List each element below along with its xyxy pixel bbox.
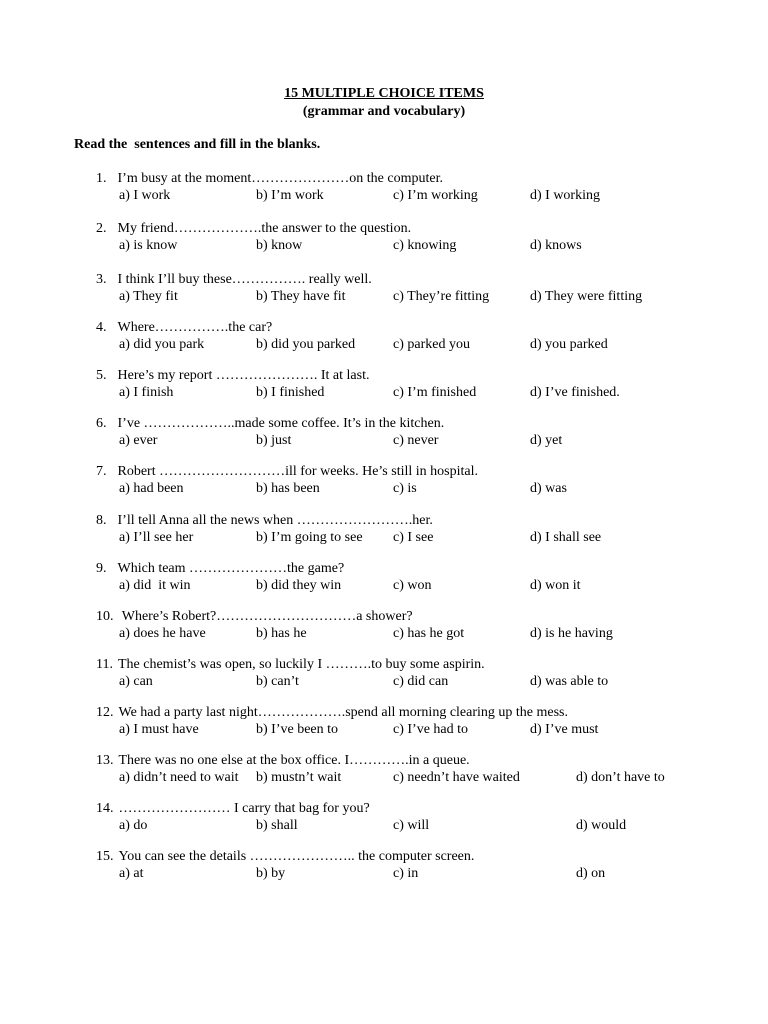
question-line [96, 463, 478, 481]
question-line [96, 271, 372, 289]
option-b: b) mustn’t wait [256, 770, 342, 785]
question-item [0, 848, 768, 884]
option-c: c) in [393, 866, 419, 881]
option-d: d) yet [530, 433, 563, 448]
question-item [0, 704, 768, 740]
question-stem: Here’s my report …………………. It at last. [117, 368, 370, 383]
question-item [0, 608, 768, 644]
option-d: d) was able to [530, 674, 609, 689]
question-line [96, 415, 444, 433]
question-stem: I’m busy at the moment…………………on the computer. [117, 171, 443, 186]
option-a: a) do [119, 818, 148, 833]
option-b: b) I’m work [256, 188, 324, 203]
option-b: b) did they win [256, 578, 342, 593]
option-c: c) parked you [393, 337, 470, 352]
option-a: a) did it win [119, 578, 191, 593]
question-item [0, 319, 768, 355]
option-d: d) I’ve finished. [530, 385, 620, 400]
question-number: 1. [96, 171, 107, 186]
question-item [0, 170, 768, 206]
option-a: a) is know [119, 238, 178, 253]
option-b: b) can’t [256, 674, 299, 689]
option-d: d) I working [530, 188, 600, 203]
option-c: c) needn’t have waited [393, 770, 520, 785]
option-b: b) has he [256, 626, 307, 641]
question-line [96, 367, 369, 385]
option-d: d) is he having [530, 626, 613, 641]
option-d: d) don’t have to [576, 770, 665, 785]
page-subtitle: (grammar and vocabulary) [302, 104, 466, 119]
question-number: 8. [96, 513, 107, 528]
option-c: c) knowing [393, 238, 457, 253]
question-number: 6. [96, 416, 107, 431]
question-item [0, 800, 768, 836]
question-line [96, 170, 443, 188]
question-number: 2. [96, 221, 107, 236]
option-b: b) I’ve been to [256, 722, 339, 737]
option-a: a) ever [119, 433, 158, 448]
option-b: b) I’m going to see [256, 530, 363, 545]
option-d: d) They were fitting [530, 289, 643, 304]
option-b: b) I finished [256, 385, 325, 400]
option-a: a) didn’t need to wait [119, 770, 239, 785]
option-c: c) has he got [393, 626, 465, 641]
page-title: 15 MULTIPLE CHOICE ITEMS [284, 86, 484, 101]
question-number: 14. [96, 801, 114, 816]
question-item [0, 656, 768, 692]
option-c: c) I see [393, 530, 434, 545]
option-d: d) you parked [530, 337, 608, 352]
option-a: a) I finish [119, 385, 174, 400]
question-line [96, 560, 344, 578]
question-number: 3. [96, 272, 107, 287]
option-d: d) I’ve must [530, 722, 599, 737]
option-a: a) They fit [119, 289, 178, 304]
question-number: 15. [96, 849, 114, 864]
question-line [96, 800, 370, 818]
question-item [0, 512, 768, 548]
option-c: c) never [393, 433, 439, 448]
option-b: b) They have fit [256, 289, 346, 304]
option-a: a) did you park [119, 337, 205, 352]
question-line [96, 656, 485, 674]
option-c: c) I’m finished [393, 385, 477, 400]
question-item [0, 463, 768, 499]
option-d: d) I shall see [530, 530, 602, 545]
option-d: d) was [530, 481, 567, 496]
option-a: a) at [119, 866, 144, 881]
question-line [96, 220, 411, 238]
question-line [96, 752, 470, 770]
question-number: 4. [96, 320, 107, 335]
question-item [0, 220, 768, 256]
question-stem: Where…………….the car? [117, 320, 273, 335]
question-stem: You can see the details ………………….. the computer screen. [118, 849, 475, 864]
question-stem: There was no one else at the box office. I………….in a queue. [118, 753, 470, 768]
question-item [0, 271, 768, 307]
question-stem: Robert ………………………ill for weeks. He’s still in hospital. [117, 464, 478, 479]
question-stem: I think I’ll buy these……………. really well. [117, 272, 372, 287]
question-stem: Which team …………………the game? [117, 561, 345, 576]
question-item [0, 752, 768, 788]
option-a: a) had been [119, 481, 184, 496]
question-line [96, 512, 433, 530]
question-line [96, 704, 568, 722]
question-number: 13. [96, 753, 114, 768]
question-number: 10. [96, 609, 114, 624]
question-number: 7. [96, 464, 107, 479]
option-b: b) by [256, 866, 286, 881]
question-number: 11. [96, 657, 113, 672]
question-number: 12. [96, 705, 114, 720]
option-c: c) won [393, 578, 432, 593]
question-stem: …………………… I carry that bag for you? [118, 801, 370, 816]
option-b: b) has been [256, 481, 320, 496]
question-item [0, 560, 768, 596]
option-a: a) I must have [119, 722, 199, 737]
option-c: c) will [393, 818, 430, 833]
option-b: b) shall [256, 818, 298, 833]
question-number: 5. [96, 368, 107, 383]
option-b: b) just [256, 433, 292, 448]
option-a: a) can [119, 674, 153, 689]
question-stem: Where’s Robert?…………………………a shower? [118, 609, 413, 624]
option-d: d) would [576, 818, 627, 833]
instruction-text: Read the sentences and fill in the blanks. [74, 137, 321, 152]
option-b: b) know [256, 238, 303, 253]
question-line [96, 608, 413, 626]
option-d: d) knows [530, 238, 582, 253]
question-line [96, 848, 474, 866]
question-stem: My friend……………….the answer to the question. [117, 221, 412, 236]
option-a: a) I’ll see her [119, 530, 194, 545]
option-c: c) I’m working [393, 188, 478, 203]
option-d: d) on [576, 866, 606, 881]
question-stem: We had a party last night……………….spend all morning clearing up the mess. [118, 705, 569, 720]
question-stem: The chemist’s was open, so luckily I ……….to buy some aspirin. [117, 657, 485, 672]
question-item [0, 367, 768, 403]
option-d: d) won it [530, 578, 581, 593]
option-c: c) I’ve had to [393, 722, 469, 737]
question-line [96, 319, 272, 337]
option-a: a) does he have [119, 626, 206, 641]
question-stem: I’ll tell Anna all the news when …………………….her. [117, 513, 433, 528]
question-stem: I’ve ………………..made some coffee. It’s in the kitchen. [117, 416, 445, 431]
option-b: b) did you parked [256, 337, 356, 352]
option-c: c) They’re fitting [393, 289, 490, 304]
option-a: a) I work [119, 188, 171, 203]
option-c: c) did can [393, 674, 449, 689]
option-c: c) is [393, 481, 417, 496]
question-item [0, 415, 768, 451]
question-number: 9. [96, 561, 107, 576]
